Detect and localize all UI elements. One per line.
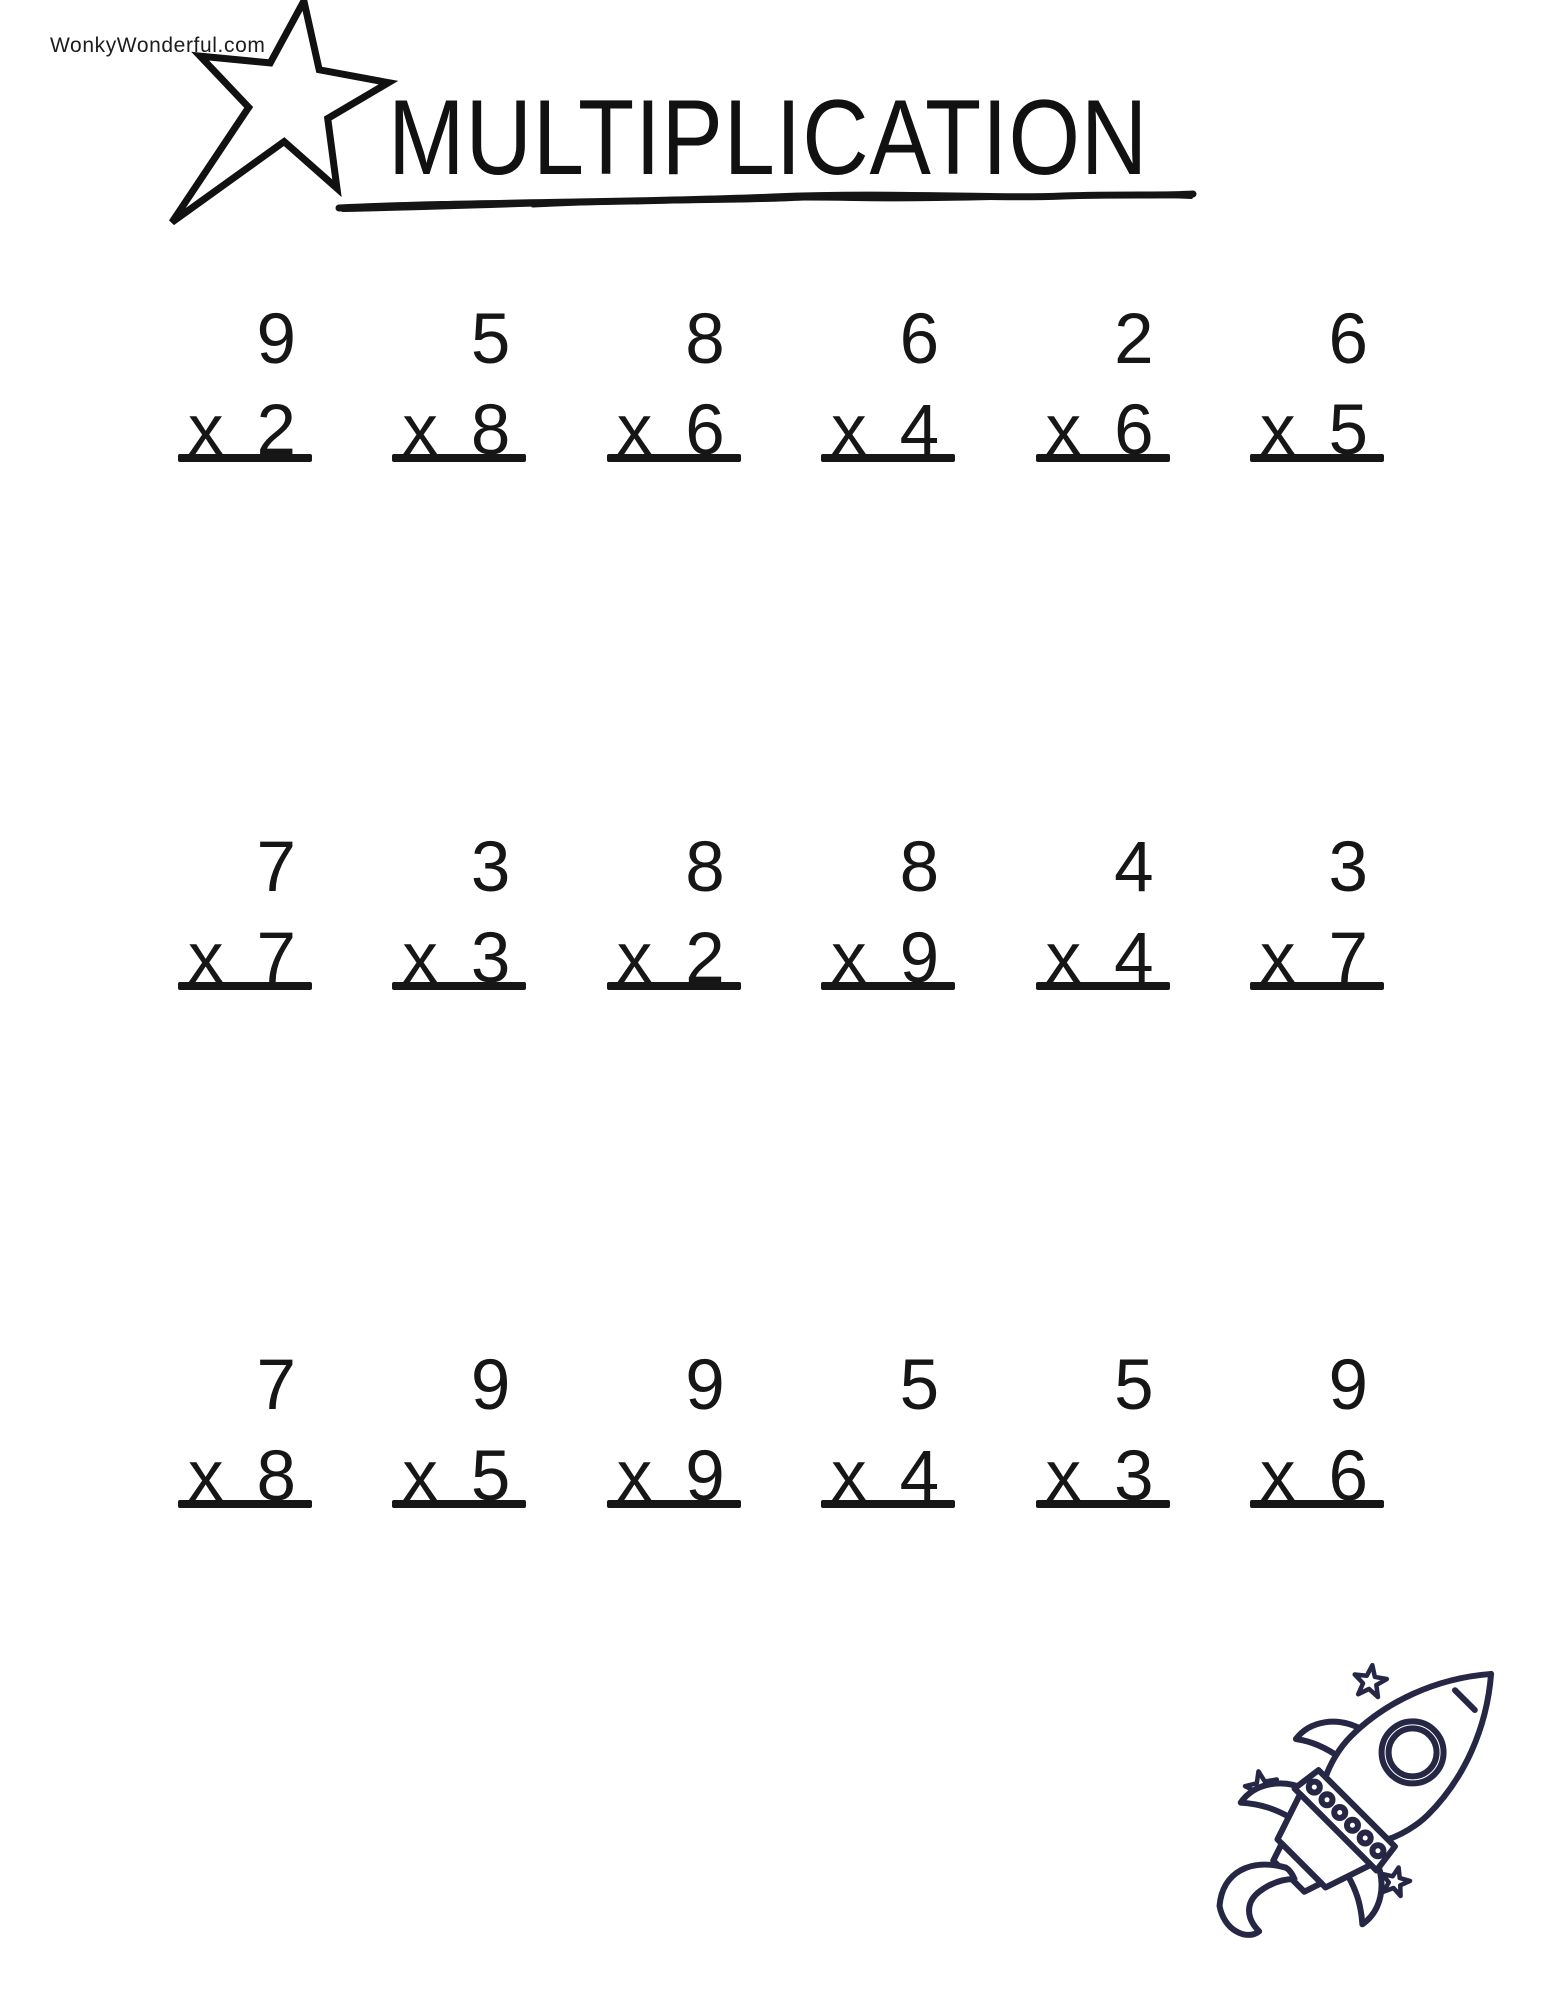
multiplier: 3 bbox=[470, 919, 511, 998]
multiply-sign: x bbox=[616, 391, 653, 470]
multiplication-problem bbox=[821, 828, 955, 998]
multiplier: 6 bbox=[1114, 391, 1154, 470]
multiply-sign: x bbox=[616, 1437, 653, 1516]
multiplier: 5 bbox=[470, 1437, 511, 1516]
multiplication-problem bbox=[607, 828, 741, 998]
multiplier: 4 bbox=[1114, 919, 1154, 998]
multiply-sign: x bbox=[188, 391, 224, 470]
title-underline-stroke bbox=[333, 186, 1199, 216]
multiply-sign: x bbox=[831, 1437, 867, 1516]
multiplication-problem bbox=[821, 300, 955, 470]
multiplicand: 9 bbox=[470, 1346, 511, 1425]
multiplier: 2 bbox=[256, 391, 296, 470]
page-title: MULTIPLICATION bbox=[388, 77, 1149, 197]
multiply-sign: x bbox=[616, 919, 653, 998]
multiplier: 3 bbox=[1114, 1437, 1154, 1516]
rocket-icon bbox=[1205, 1630, 1525, 1950]
multiplication-problem bbox=[178, 300, 312, 470]
multiplier: 9 bbox=[685, 1437, 725, 1516]
multiply-sign: x bbox=[1045, 1437, 1082, 1516]
multiplier: 4 bbox=[899, 391, 940, 470]
multiply-sign: x bbox=[188, 919, 224, 998]
multiplication-problem bbox=[1036, 1346, 1170, 1516]
multiplier: 2 bbox=[685, 919, 725, 998]
multiplier: 6 bbox=[1328, 1437, 1368, 1516]
multiplication-problem bbox=[178, 828, 312, 998]
multiplicand: 3 bbox=[470, 828, 511, 907]
multiplicand: 9 bbox=[1328, 1346, 1368, 1425]
multiplier: 4 bbox=[899, 1437, 940, 1516]
multiplicand: 8 bbox=[685, 828, 725, 907]
multiplicand: 5 bbox=[470, 300, 511, 379]
multiplicand: 6 bbox=[1328, 300, 1368, 379]
multiplication-problem bbox=[1250, 1346, 1384, 1516]
multiplication-problem bbox=[178, 1346, 312, 1516]
multiply-sign: x bbox=[402, 1437, 438, 1516]
problems-row bbox=[178, 300, 1384, 470]
star-icon bbox=[1352, 1663, 1388, 1698]
multiplicand: 3 bbox=[1328, 828, 1368, 907]
watermark: WonkyWonderful.com bbox=[50, 34, 266, 57]
multiply-sign: x bbox=[831, 391, 867, 470]
multiplicand: 5 bbox=[899, 1346, 940, 1425]
multiplication-problem bbox=[607, 1346, 741, 1516]
multiply-sign: x bbox=[1259, 1437, 1296, 1516]
multiply-sign: x bbox=[831, 919, 867, 998]
multiplier: 6 bbox=[685, 391, 725, 470]
multiplication-problem bbox=[1250, 828, 1384, 998]
multiply-sign: x bbox=[188, 1437, 224, 1516]
multiplier: 7 bbox=[1328, 919, 1368, 998]
multiply-sign: x bbox=[1259, 391, 1296, 470]
multiplicand: 4 bbox=[1114, 828, 1154, 907]
multiplicand: 9 bbox=[685, 1346, 725, 1425]
multiplier: 8 bbox=[256, 1437, 296, 1516]
multiply-sign: x bbox=[402, 919, 438, 998]
problems-row bbox=[178, 1346, 1384, 1516]
multiplication-problem bbox=[1250, 300, 1384, 470]
multiplicand: 9 bbox=[256, 300, 296, 379]
multiplicand: 7 bbox=[256, 1346, 296, 1425]
multiply-sign: x bbox=[402, 391, 438, 470]
multiplication-problem bbox=[392, 1346, 526, 1516]
multiplication-problem bbox=[607, 300, 741, 470]
problems-row bbox=[178, 828, 1384, 998]
multiplier: 7 bbox=[256, 919, 296, 998]
multiply-sign: x bbox=[1045, 391, 1082, 470]
multiplier: 5 bbox=[1328, 391, 1368, 470]
multiply-sign: x bbox=[1045, 919, 1082, 998]
multiply-sign: x bbox=[1259, 919, 1296, 998]
multiplicand: 8 bbox=[899, 828, 940, 907]
multiplication-problem bbox=[1036, 300, 1170, 470]
multiplicand: 6 bbox=[899, 300, 940, 379]
multiplication-problem bbox=[1036, 828, 1170, 998]
multiplication-problem bbox=[392, 300, 526, 470]
multiplier: 8 bbox=[470, 391, 511, 470]
multiplication-problem bbox=[392, 828, 526, 998]
multiplicand: 5 bbox=[1114, 1346, 1154, 1425]
multiplier: 9 bbox=[899, 919, 940, 998]
multiplication-problem bbox=[821, 1346, 955, 1516]
multiplicand: 7 bbox=[256, 828, 296, 907]
multiplicand: 2 bbox=[1114, 300, 1154, 379]
multiplicand: 8 bbox=[685, 300, 725, 379]
